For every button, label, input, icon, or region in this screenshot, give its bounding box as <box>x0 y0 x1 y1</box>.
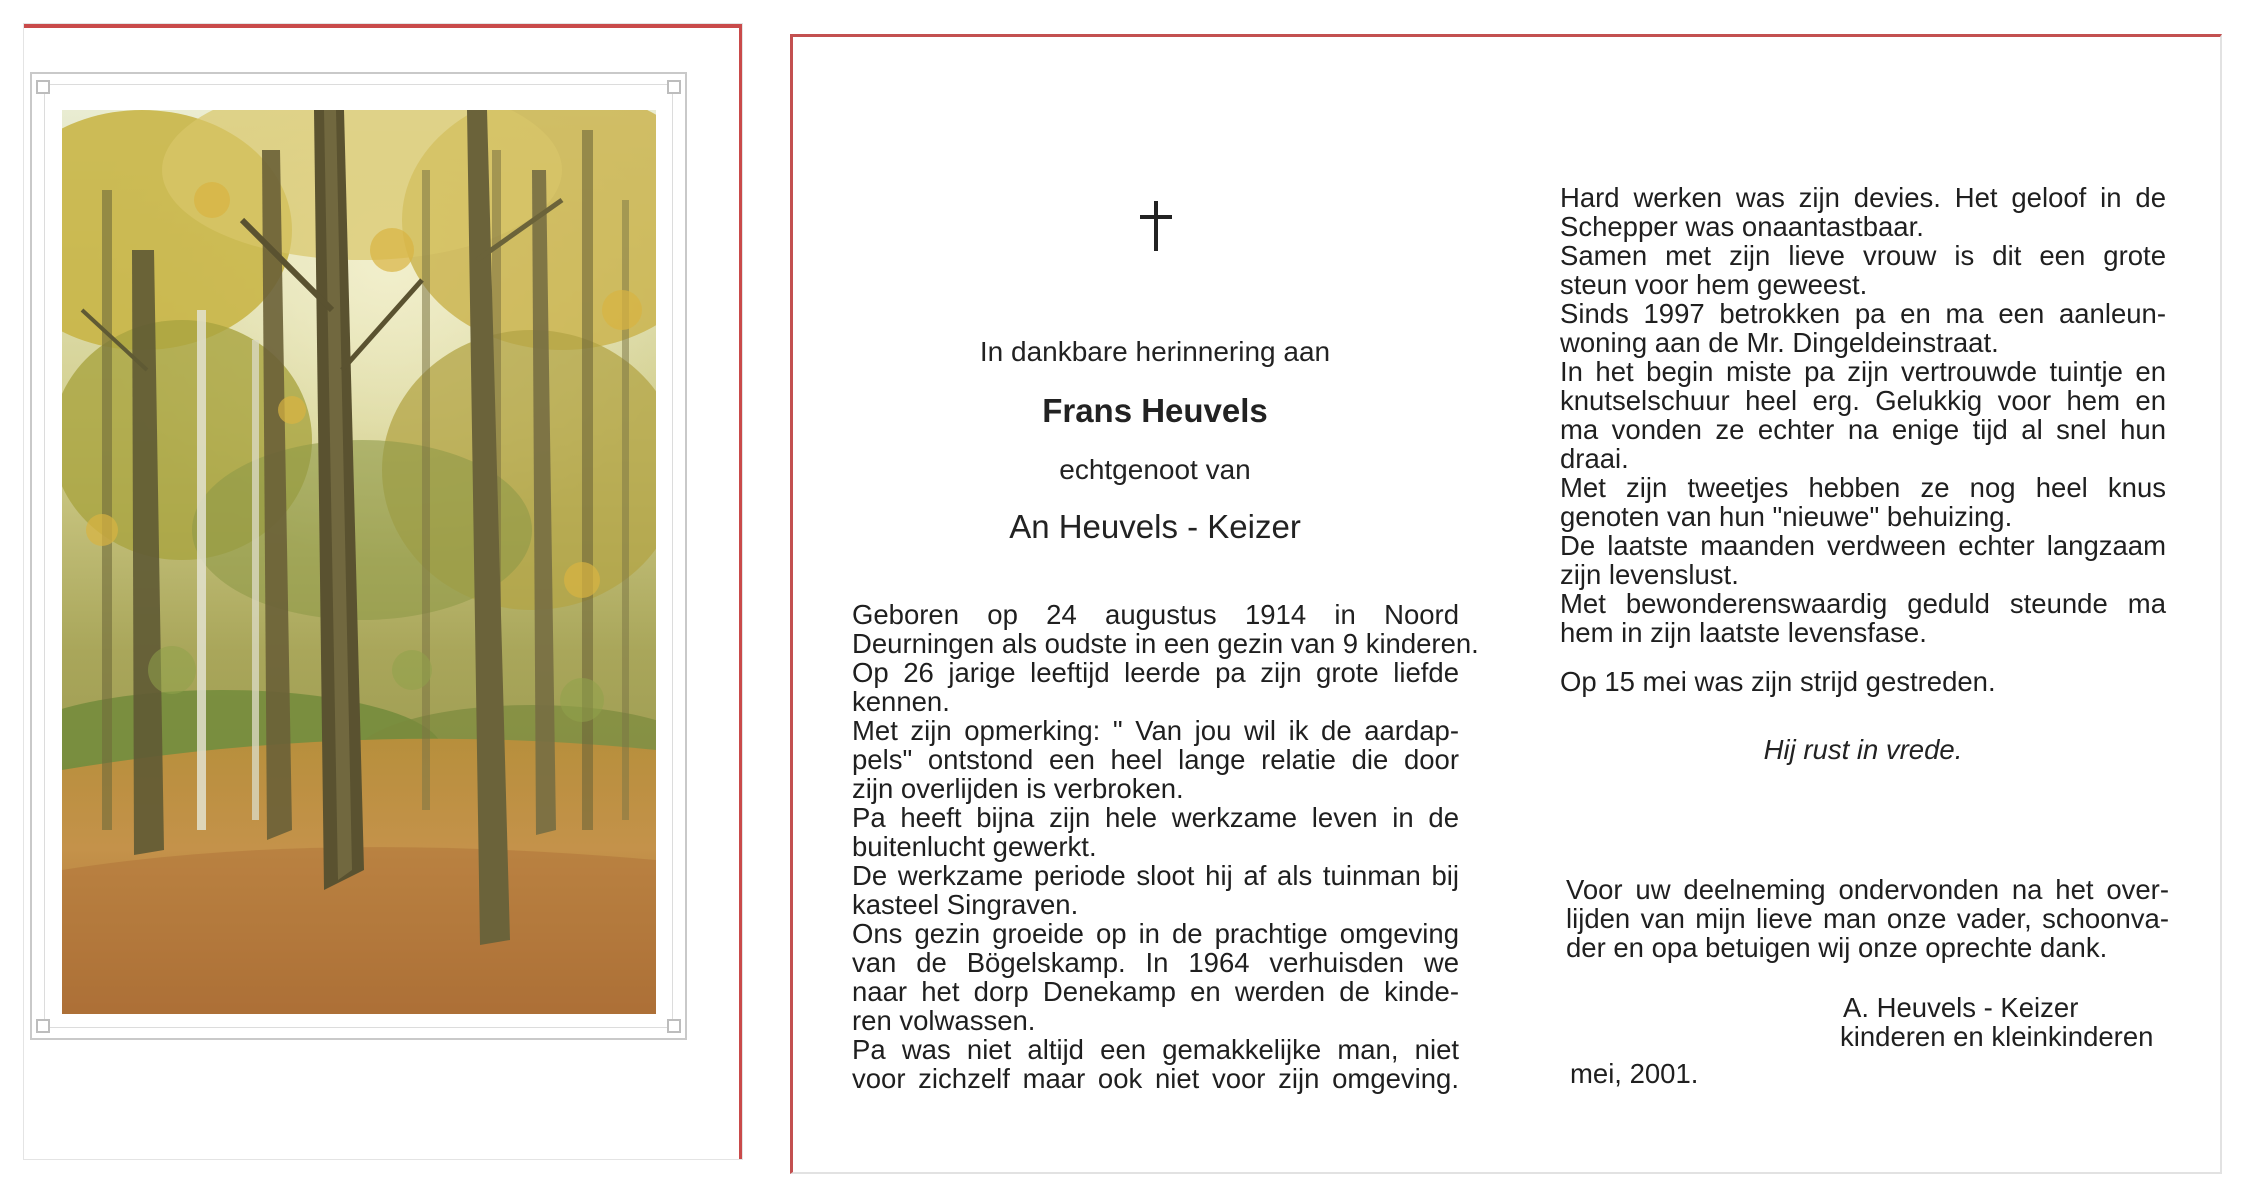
biography-line: Sinds 1997 betrokken pa en ma een aanleun- <box>1560 298 2166 329</box>
thanks-line: der en opa betuigen wij onze oprechte dank. <box>1566 932 2108 963</box>
biography-line: voor zichzelf maar ook niet voor zijn omgeving. <box>852 1063 1459 1094</box>
biography-line: Samen met zijn lieve vrouw is dit een grote <box>1560 240 2166 271</box>
signature-block <box>1840 993 2153 1051</box>
biography-line: naar het dorp Denekamp en werden de kinde- <box>852 976 1459 1007</box>
biography-line: Op 26 jarige leeftijd leerde pa zijn grote liefde <box>852 657 1459 688</box>
biography-line: draai. <box>1560 443 1629 474</box>
memorial-intro: In dankbare herinnering aan <box>979 336 1331 367</box>
biography-right-column <box>1560 183 2166 696</box>
signature-line: A. Heuvels - Keizer <box>1843 992 2079 1023</box>
closing-line: Op 15 mei was zijn strijd gestreden. <box>1560 666 1996 697</box>
biography-line: In het begin miste pa zijn vertrouwde tuintje en <box>1560 356 2166 387</box>
biography-line: Hard werken was zijn devies. Het geloof in de <box>1560 182 2166 213</box>
biography-line: ren volwassen. <box>852 1005 1036 1036</box>
spouse-prefix: echtgenoot van <box>1059 454 1251 485</box>
biography-line: zijn overlijden is verbroken. <box>852 773 1184 804</box>
signature-line: kinderen en kleinkinderen <box>1840 1021 2154 1052</box>
biography-line: Pa was niet altijd een gemakkelijke man, niet <box>852 1034 1459 1065</box>
rest-in-peace-line: Hij rust in vrede. <box>1763 734 1963 765</box>
biography-line: knutselschuur heel erg. Gelukkig voor hem en <box>1560 385 2166 416</box>
autumn-forest-photo <box>62 110 656 1014</box>
frame-corner-ornament <box>36 80 50 94</box>
frame-corner-ornament <box>667 1019 681 1033</box>
thanks-line: lijden van mijn lieve man onze vader, schoonva- <box>1566 903 2169 934</box>
deceased-name: Frans Heuvels <box>1042 392 1268 429</box>
biography-line: Met zijn tweetjes hebben ze nog heel knus <box>1560 472 2166 503</box>
biography-line: Ons gezin groeide op in de prachtige omgeving <box>852 918 1459 949</box>
biography-line: Schepper was onaantastbaar. <box>1560 211 1924 242</box>
biography-line: genoten van hun "nieuwe" behuizing. <box>1560 501 2013 532</box>
biography-line: pels" ontstond een heel lange relatie die door <box>852 744 1459 775</box>
biography-line: woning aan de Mr. Dingeldeinstraat. <box>1560 327 1999 358</box>
biography-line: De laatste maanden verdween echter langzaam <box>1560 530 2166 561</box>
thanks-line: Voor uw deelneming ondervonden na het over- <box>1566 874 2169 905</box>
biography-line: kasteel Singraven. <box>852 889 1079 920</box>
biography-line: buitenlucht gewerkt. <box>852 831 1097 862</box>
biography-line: De werkzame periode sloot hij af als tuinman bij <box>852 860 1459 891</box>
biography-left-column <box>852 599 1479 1094</box>
biography-line: Pa heeft bijna zijn hele werkzame leven in de <box>852 802 1459 833</box>
thanks-paragraph <box>1566 875 2169 962</box>
cross-icon <box>1149 201 1163 251</box>
biography-line: kennen. <box>852 686 950 717</box>
biography-line: Deurningen als oudste in een gezin van 9 kinderen. <box>852 628 1479 659</box>
frame-corner-ornament <box>36 1019 50 1033</box>
biography-line: ma vonden ze echter na enige tijd al snel hun <box>1560 414 2166 445</box>
biography-line: Met zijn opmerking: " Van jou wil ik de aardap- <box>852 715 1459 746</box>
biography-line: zijn levenslust. <box>1560 559 1739 590</box>
frame-corner-ornament <box>667 80 681 94</box>
biography-line: Met bewonderenswaardig geduld steunde ma <box>1560 588 2166 619</box>
card-date: mei, 2001. <box>1570 1058 1699 1089</box>
biography-line: hem in zijn laatste levensfase. <box>1560 617 1927 648</box>
spouse-name: An Heuvels - Keizer <box>1009 508 1301 545</box>
biography-line: Geboren op 24 augustus 1914 in Noord <box>852 599 1459 630</box>
biography-line: steun voor hem geweest. <box>1560 269 1868 300</box>
biography-line: van de Bögelskamp. In 1964 verhuisden we <box>852 947 1459 978</box>
